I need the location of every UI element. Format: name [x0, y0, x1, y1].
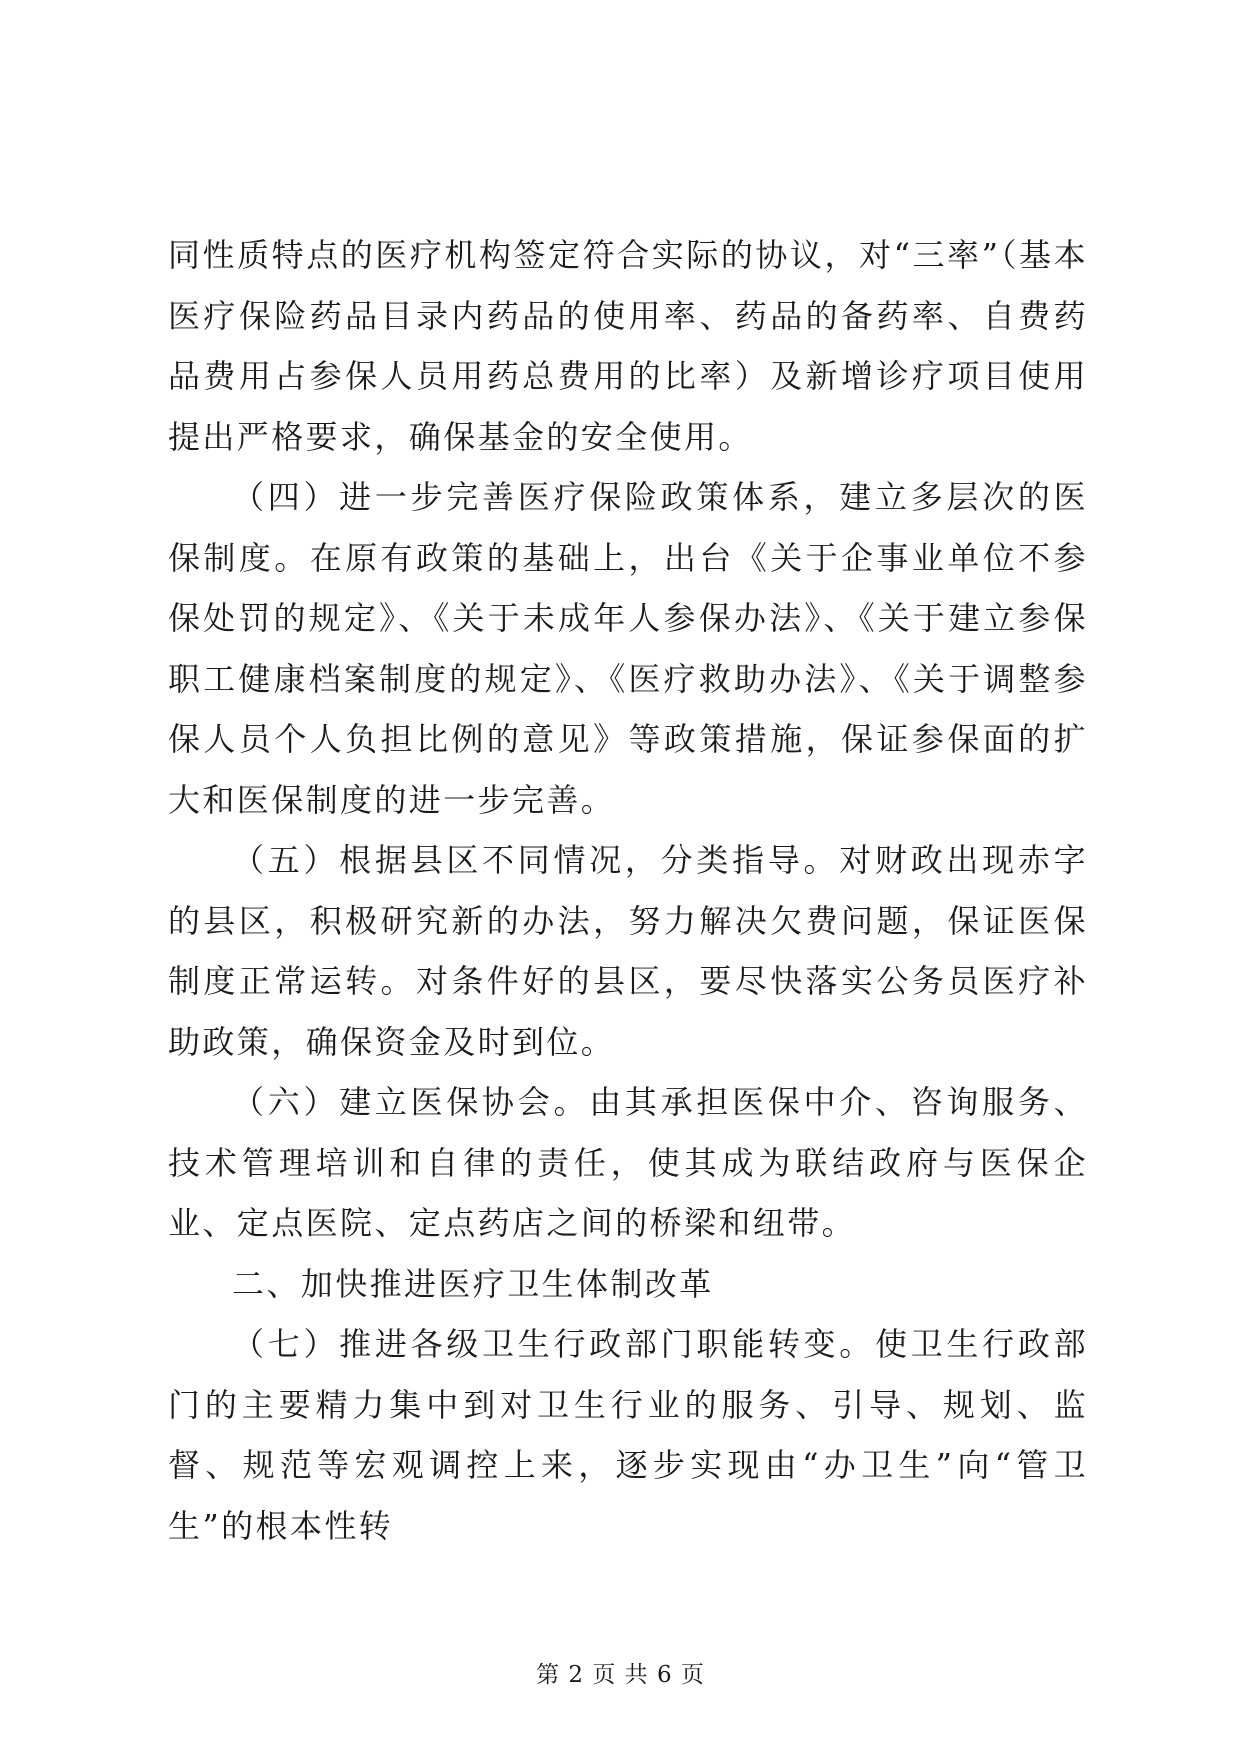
paragraph-continuation: 同性质特点的医疗机构签定符合实际的协议，对“三率”（基本医疗保险药品目录内药品的使用率、药品的备药率、自费药品费用占参保人员用药总费用的比率）及新增诊疗项目使用提出严格要求，确保基金的安全使用。 [168, 236, 1088, 456]
paragraph-item-4: （四）进一步完善医疗保险政策体系，建立多层次的医保制度。在原有政策的基础上，出台《关于企事业单位不参保处罚的规定》、《关于未成年人参保办法》、《关于建立参保职工健康档案制度的规定》、《医疗救助办法》、《关于调整参保人员个人负担比例的意见》等政策措施，保证参保面的扩大和医保制度的进一步完善。 [168, 478, 1088, 819]
paragraph-item-7: （七）推进各级卫生行政部门职能转变。使卫生行政部门的主要精力集中到对卫生行业的服务、引导、规划、监督、规范等宏观调控上来，逐步实现由“办卫生”向“管卫生”的根本性转 [168, 1325, 1088, 1545]
document-body [168, 225, 1088, 1556]
section-heading-2: 二、加快推进医疗卫生体制改革 [232, 1264, 714, 1303]
paragraph-item-5: （五）根据县区不同情况，分类指导。对财政出现赤字的县区，积极研究新的办法，努力解决欠费问题，保证医保制度正常运转。对条件好的县区，要尽快落实公务员医疗补助政策，确保资金及时到位。 [168, 841, 1088, 1061]
paragraph-item-6: （六）建立医保协会。由其承担医保中介、咨询服务、技术管理培训和自律的责任，使其成为联结政府与医保企业、定点医院、定点药店之间的桥梁和纽带。 [168, 1083, 1088, 1242]
page-number-footer: 第 2 页 共 6 页 [536, 1662, 705, 1688]
